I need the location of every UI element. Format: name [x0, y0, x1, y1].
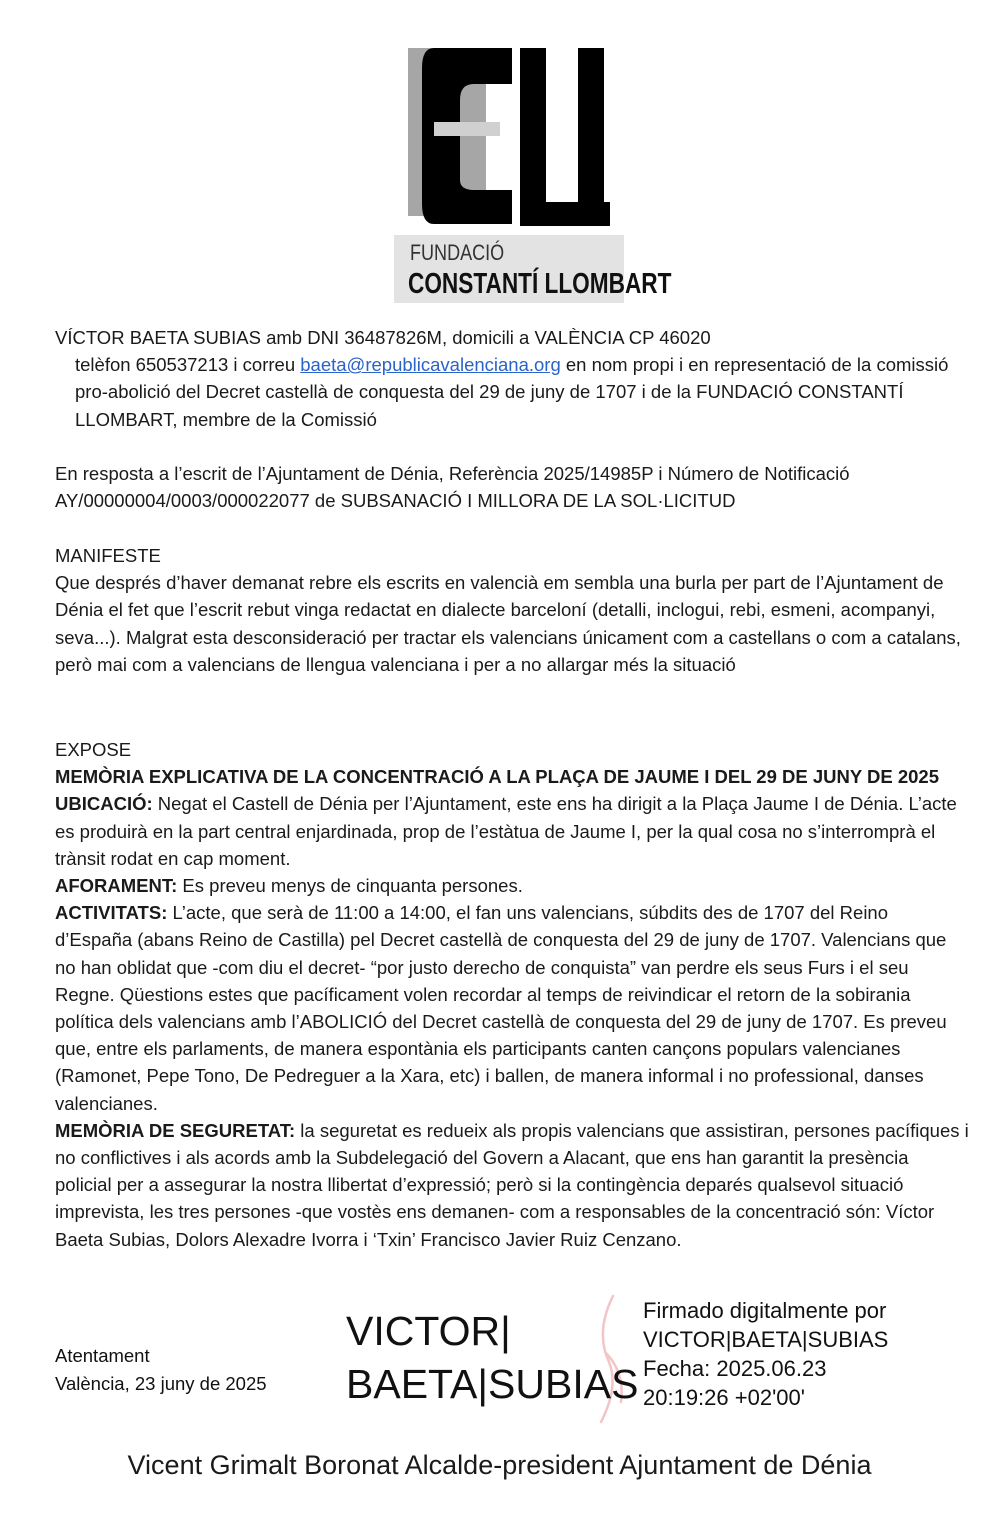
- activitats-paragraph: ACTIVITATS: L’acte, que serà de 11:00 a 14:00, el fan uns valencians, súbdits des de 1707 del Reino d’España (abans Reino de Castilla) pel Decret castellà de conquesta del 29 de juny de 1707. Valencians que no han oblidat que -com diu el decret- “por justo derecho de conquista” van perdre els seus Furs i el seu Regne. Qüestions estes que pacíficament volen recordar al temps de reivindicar el retorn de la sobirania política dels valencians amb l’ABOLICIÓ del Decret castellà de conquesta del 29 de juny de 1707. Es preveu que, entre els parlaments, de manera espontània els participants canten cançons populars valencianes (Ramonet, Pepe Tono, De Pedreguer a la Xara, etc) i ballen, de manera informal i no professional, danses valencianes.: [55, 902, 947, 1114]
- signature-detail-4: 20:19:26 +02'00': [643, 1385, 805, 1410]
- activitats-label: ACTIVITATS:: [55, 902, 168, 924]
- aforament-label: AFORAMENT:: [55, 875, 178, 897]
- signature-details: [643, 1296, 888, 1412]
- signature-name-line1: VICTOR|: [346, 1308, 511, 1354]
- aforament-paragraph: AFORAMENT: Es preveu menys de cinquanta persones.: [55, 875, 523, 897]
- email-link[interactable]: baeta@republicavalenciana.org: [300, 354, 561, 376]
- signature-name: [346, 1305, 638, 1411]
- seguretat-label: MEMÒRIA DE SEGURETAT:: [55, 1119, 296, 1141]
- manifeste-heading: MANIFESTE: [55, 545, 161, 566]
- salutation: Atentament: [55, 1345, 150, 1366]
- reference-paragraph: En resposta a l’escrit de l’Ajuntament de Dénia, Referència 2025/14985P i Número de Notificació AY/00000004/0003/000022077 de SUBSANACIÓ I MILLORA DE LA SOL·LICITUD: [55, 463, 850, 512]
- foundation-logo: [394, 40, 672, 305]
- sender-line: VÍCTOR BAETA SUBIAS amb DNI 36487826M, domicili a VALÈNCIA CP 46020: [55, 327, 711, 348]
- recipient-footer: Vicent Grimalt Boronat Alcalde-president Ajuntament de Dénia: [127, 1450, 872, 1480]
- signature-detail-2: VICTOR|BAETA|SUBIAS: [643, 1327, 889, 1352]
- expose-heading: EXPOSE: [55, 739, 132, 760]
- signature-detail-1: Firmado digitalmente por: [643, 1298, 887, 1323]
- memoria-title: MEMÒRIA EXPLICATIVA DE LA CONCENTRACIÓ A LA PLAÇA DE JAUME I DEL 29 DE JUNY DE 2025: [55, 766, 940, 788]
- logo-name-text: CONSTANTÍ LLOMBART: [408, 268, 672, 300]
- ubicacio-paragraph: UBICACIÓ: Negat el Castell de Dénia per l’Ajuntament, este ens ha dirigit a la Plaça Jaume I de Dénia. L’acte es produirà en la part central enjardinada, prop de l’estàtua de Jaume I, per la qual cosa no s’interromprà el trànsit rodat en cap moment.: [55, 793, 957, 869]
- seguretat-paragraph: MEMÒRIA DE SEGURETAT: la seguretat es redueix als propis valencians que assistiran, persones pacífiques i no conflictives i als acords amb la Subdelegació del Govern a Alacant, que ens han garantit la presència policial per a assegurar la nostra llibertat d’expressió; però si la contingència deparés qualsevol situació imprevista, les tres persones -que vostès ens demanen- com a responsables de la concentració són: Víctor Baeta Subias, Dolors Alexadre Ivorra i ‘Txin’ Francisco Javier Ruiz Cenzano.: [55, 1119, 969, 1250]
- sender-contact: telèfon 650537213 i correu baeta@republicavalenciana.org en nom propi i en representació de la comissió pro-abolició del Decret castellà de conquesta del 29 de juny de 1707 i de la FUNDACIÓ CONSTANTÍ LLOMBART, membre de la Comissió: [75, 354, 949, 430]
- manifeste-section: [55, 542, 970, 678]
- signature-detail-3: Fecha: 2025.06.23: [643, 1356, 827, 1381]
- manifeste-body: Que després d’haver demanat rebre els escrits en valencià em sembla una burla per part de l’Ajuntament de Dénia el fet que l’escrit rebut vinga redactat en dialecte barceloní (detalli, inclogui, rebi, esmeni, acompanyi, seva...). Malgrat esta desconsideració per tractar els valencians únicament com a castellans o com a catalans, però mai com a valencians de llengua valenciana i per a no allargar més la situació: [55, 572, 961, 675]
- expose-section: [55, 736, 970, 1253]
- place-date: València, 23 juny de 2025: [55, 1372, 267, 1394]
- cll-monogram-icon: [394, 40, 624, 240]
- ubicacio-label: UBICACIÓ:: [55, 793, 153, 815]
- signature-name-line2: BAETA|SUBIAS: [346, 1361, 639, 1407]
- logo-fundacio-text: FUNDACIÓ: [410, 240, 505, 265]
- sender-header: [55, 324, 970, 433]
- closing-block: [55, 1342, 267, 1397]
